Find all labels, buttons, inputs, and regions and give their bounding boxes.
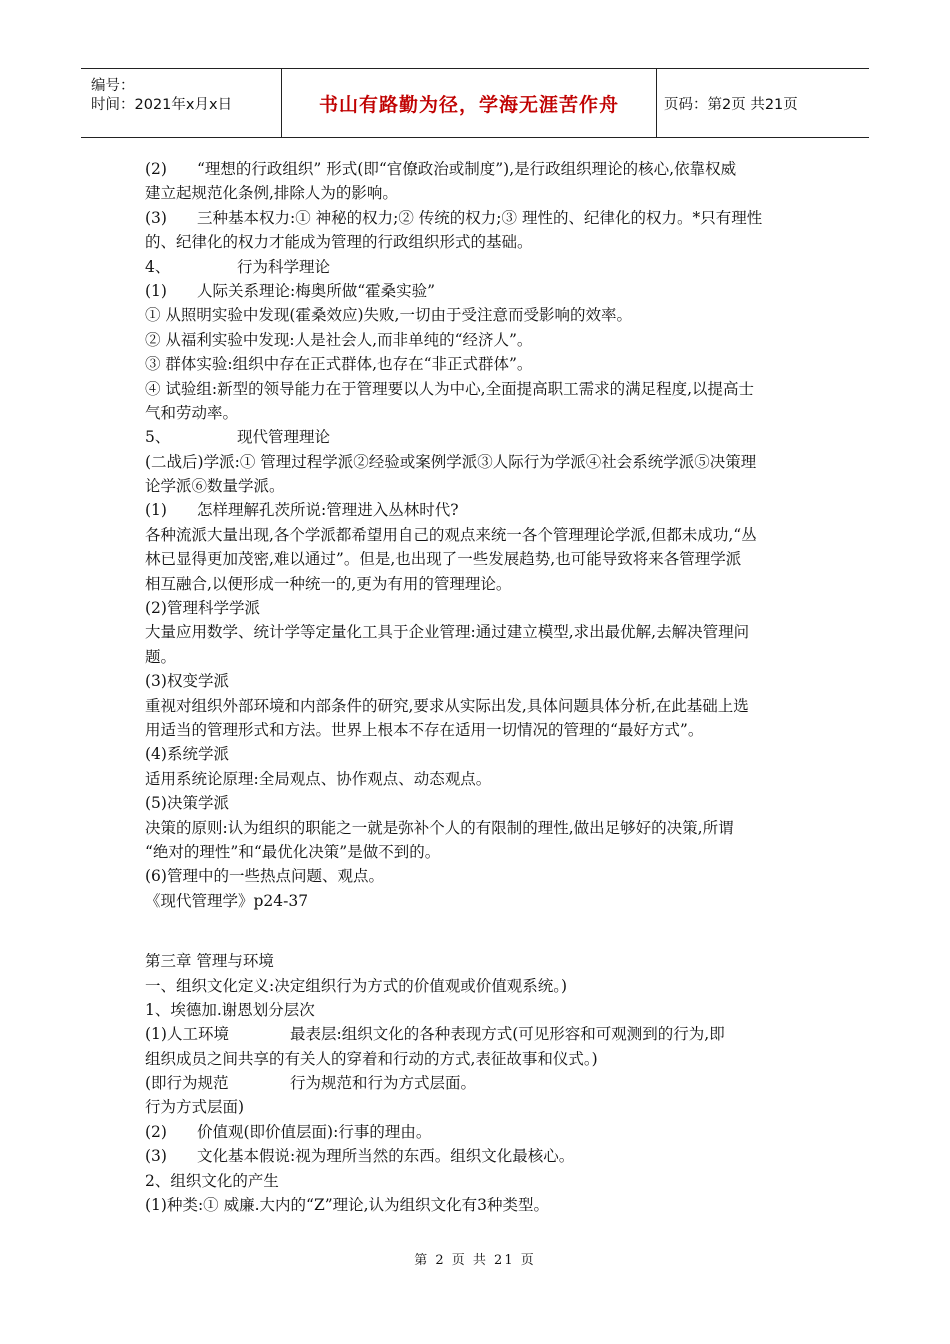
line-text: 三种基本权力:① 神秘的权力;② 传统的权力;③ 理性的、纪律化的权力。*只有理性: [197, 208, 763, 227]
text-line: [145, 425, 813, 449]
text-line: [145, 816, 813, 840]
line-number-label: (3): [145, 208, 167, 227]
text-line: [145, 206, 813, 230]
text-line: [145, 694, 813, 718]
text-line: [145, 401, 813, 425]
text-line: [145, 718, 813, 742]
text-line: [145, 889, 813, 913]
text-line: [145, 230, 813, 254]
line-text: 大量应用数学、统计学等定量化工具于企业管理:通过建立模型,求出最优解,去解决管理问: [145, 623, 750, 642]
line-text: 怎样理解孔茨所说:管理进入丛林时代?: [197, 501, 459, 520]
line-text: “理想的行政组织” 形式(即“官僚政治或制度”),是行政组织理论的核心,依靠权威: [197, 160, 737, 178]
text-line: [145, 1120, 813, 1144]
line-text: ① 从照明实验中发现(霍桑效应)失败,一切由于受注意而受影响的效率。: [145, 306, 632, 325]
line-text: “绝对的理性”和“最优化决策”是做不到的。: [145, 842, 441, 861]
line-text: (2)管理科学学派: [145, 599, 260, 618]
motto-text: 书山有路勤为径，学海无涯苦作舟: [318, 93, 619, 116]
text-line: [145, 1022, 813, 1046]
line-number-label: (1): [145, 281, 167, 300]
line-text: 气和劳动率。: [145, 403, 239, 422]
text-line: [145, 377, 813, 401]
line-text: 建立起规范化条例,排除人为的影响。: [145, 184, 398, 203]
text-line: [145, 596, 813, 620]
line-text: (4)系统学派: [145, 745, 229, 764]
text-line: [145, 474, 813, 498]
text-line: [145, 742, 813, 766]
line-text: 行为规范和行为方式层面。: [290, 1074, 477, 1093]
page-header: [81, 68, 869, 138]
text-line: [145, 1095, 813, 1119]
text-line: [145, 1047, 813, 1071]
line-text: (3)权变学派: [145, 672, 229, 691]
text-line: [145, 645, 813, 669]
text-line: [145, 328, 813, 352]
text-line: [145, 791, 813, 815]
text-line: [145, 450, 813, 474]
text-line: [145, 181, 813, 205]
text-line: [145, 498, 813, 522]
text-line: [145, 949, 813, 973]
text-line: [145, 1071, 813, 1095]
text-line: [145, 157, 813, 181]
line-number-label: 4、: [145, 257, 171, 276]
line-text: 用适当的管理形式和方法。世界上根本不存在适用一切情况的管理的“最好方式”。: [145, 720, 704, 739]
line-number-label: (1): [145, 501, 167, 520]
line-number-label: (1)人工环境: [145, 1025, 229, 1044]
text-line: [145, 279, 813, 303]
text-line: [145, 547, 813, 571]
line-text: 适用系统论原理:全局观点、协作观点、动态观点。: [145, 769, 492, 788]
line-text: 一、组织文化定义:决定组织行为方式的价值观或价值观系统。): [145, 976, 568, 995]
text-line: [145, 255, 813, 279]
blank-line: [145, 913, 813, 949]
line-text: 组织成员之间共享的有关人的穿着和行动的方式,表征故事和仪式。): [145, 1049, 598, 1068]
header-meta-cell: [81, 69, 281, 137]
text-line: [145, 523, 813, 547]
document-body: [145, 157, 813, 1217]
line-text: 《现代管理学》p24-37: [145, 891, 309, 910]
text-line: [145, 1144, 813, 1168]
line-text: 各种流派大量出现,各个学派都希望用自己的观点来统一各个管理理论学派,但都未成功,“丛: [145, 525, 757, 544]
line-text: (5)决策学派: [145, 794, 229, 813]
line-text: 行为科学理论: [237, 257, 331, 276]
line-text: ④ 试验组:新型的领导能力在于管理要以人为中心,全面提高职工需求的满足程度,以提高士: [145, 379, 755, 398]
line-text: ② 从福利实验中发现:人是社会人,而非单纯的“经济人”。: [145, 330, 533, 349]
line-number-label: (3): [145, 1147, 167, 1166]
line-text: (1)种类:① 威廉.大内的“Z”理论,认为组织文化有3种类型。: [145, 1196, 549, 1215]
header-page-cell: [656, 69, 869, 137]
line-number-label: (2): [145, 160, 167, 178]
line-text: 决策的原则:认为组织的职能之一就是弥补个人的有限制的理性,做出足够好的决策,所谓: [145, 818, 734, 837]
line-text: (二战后)学派:① 管理过程学派②经验或案例学派③人际行为学派④社会系统学派⑤决策理: [145, 452, 757, 471]
line-text: 最表层:组织文化的各种表现方式(可见形容和可观测到的行为,即: [290, 1025, 725, 1044]
date-label: 时间：2021年x月x日: [91, 97, 233, 113]
page-info: 页码：第2页 共21页: [664, 96, 798, 113]
line-number-label: (即行为规范: [145, 1074, 229, 1093]
text-line: [145, 669, 813, 693]
text-line: [145, 352, 813, 376]
line-text: 行为方式层面): [145, 1098, 245, 1117]
line-text: 第三章 管理与环境: [145, 952, 274, 971]
text-line: [145, 303, 813, 327]
line-text: 林已显得更加茂密,难以通过”。但是,也出现了一些发展趋势,也可能导致将来各管理学派: [145, 550, 742, 569]
line-text: 1、埃德加.谢恩划分层次: [145, 1000, 315, 1019]
header-motto-cell: [281, 69, 657, 137]
line-text: 题。: [145, 647, 177, 666]
line-text: 论学派⑥数量学派。: [145, 477, 285, 496]
line-text: 相互融合,以便形成一种统一的,更为有用的管理理论。: [145, 574, 512, 593]
line-text: 文化基本假说:视为理所当然的东西。组织文化最核心。: [197, 1147, 575, 1166]
text-line: [145, 620, 813, 644]
text-line: [145, 1169, 813, 1193]
line-text: 重视对组织外部环境和内部条件的研究,要求从实际出发,具体问题具体分析,在此基础上选: [145, 696, 749, 715]
line-number-label: (2): [145, 1122, 167, 1141]
text-line: [145, 767, 813, 791]
text-line: [145, 1193, 813, 1217]
line-number-label: 5、: [145, 428, 171, 447]
text-line: [145, 864, 813, 888]
line-text: 现代管理理论: [237, 428, 331, 447]
text-line: [145, 974, 813, 998]
line-text: (6)管理中的一些热点问题、观点。: [145, 867, 384, 886]
doc-number-label: 编号：: [91, 78, 135, 94]
text-line: [145, 840, 813, 864]
line-text: 的、纪律化的权力才能成为管理的行政组织形式的基础。: [145, 233, 533, 252]
line-text: 2、组织文化的产生: [145, 1171, 279, 1190]
line-text: ③ 群体实验:组织中存在正式群体,也存在“非正式群体”。: [145, 355, 533, 374]
line-text: 价值观(即价值层面):行事的理由。: [197, 1122, 432, 1141]
text-line: [145, 572, 813, 596]
text-line: [145, 998, 813, 1022]
line-text: 人际关系理论:梅奥所做“霍桑实验”: [197, 281, 436, 300]
page-footer: 第 2 页 共 21 页: [414, 1253, 536, 1268]
